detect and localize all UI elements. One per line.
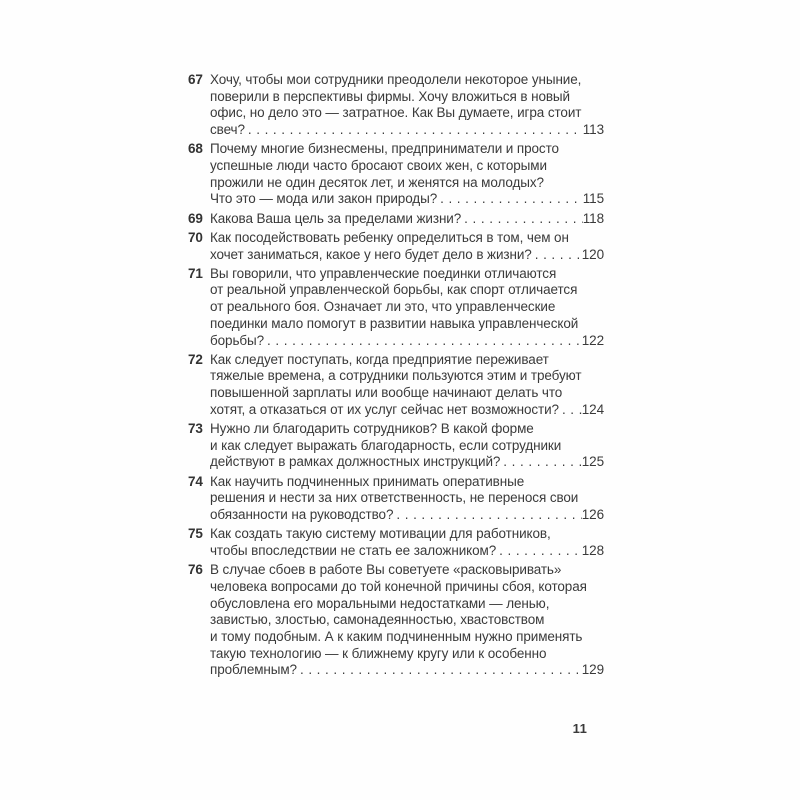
toc-line: [210, 299, 604, 316]
toc-line-text: завистью, злостью, самонадеянностью, хвастовством: [210, 612, 545, 628]
toc-line: [210, 247, 604, 264]
table-of-contents: [188, 72, 604, 682]
toc-entry-body: [210, 266, 604, 350]
toc-line: [210, 543, 604, 560]
dot-leader: [532, 247, 582, 264]
toc-entry: [188, 230, 604, 263]
toc-entry-body: [210, 526, 604, 559]
toc-line-text: и как следует выражать благодарность, если сотрудники: [210, 437, 562, 453]
toc-line-text: чтобы впоследствии не стать ее заложником?: [210, 542, 497, 558]
toc-page-ref: 113: [582, 122, 604, 138]
toc-entry: [188, 421, 604, 471]
toc-line: [210, 562, 604, 579]
toc-line-text: действуют в рамках должностных инструкций?: [210, 454, 501, 470]
toc-line: [210, 662, 604, 679]
toc-entry: [188, 141, 604, 208]
toc-line: [210, 402, 604, 419]
dot-leader: [264, 333, 582, 350]
toc-line-text: свеч?: [210, 122, 245, 138]
toc-line-text: Как создать такую систему мотивации для работников,: [210, 526, 551, 542]
toc-line-text: Как научить подчиненных принимать оперативные: [210, 473, 525, 489]
toc-entry-body: [210, 421, 604, 471]
toc-line-text: В случае сбоев в работе Вы советуете «расковыривать»: [210, 562, 562, 578]
toc-line-text: человека вопросами до той конечной причины сбоя, которая: [210, 578, 587, 594]
toc-line-text: успешные люди часто бросают своих жен, с которыми: [210, 158, 547, 174]
toc-line: [210, 211, 604, 228]
toc-line-text: Какова Ваша цель за пределами жизни?: [210, 210, 462, 226]
dot-leader: [245, 122, 583, 139]
dot-leader: [500, 454, 581, 471]
dot-leader: [559, 402, 582, 419]
toc-line: [210, 385, 604, 402]
toc-line-text: борьбы?: [210, 332, 265, 348]
toc-line: [210, 175, 604, 192]
toc-entry-number: 75: [188, 526, 203, 542]
toc-line-text: обусловлена его моральными недостатками — ленью,: [210, 595, 550, 611]
toc-page-ref: 122: [581, 332, 604, 348]
toc-line: [210, 105, 604, 122]
toc-line: [210, 89, 604, 106]
toc-line: [210, 122, 604, 139]
toc-entry: [188, 211, 604, 228]
toc-line: [210, 333, 604, 350]
toc-entry-number: 73: [188, 421, 203, 437]
toc-entry-body: [210, 141, 604, 208]
toc-line: [210, 352, 604, 369]
toc-line-text: поединки мало помогут в развитии навыка управленческой: [210, 315, 579, 331]
toc-line: [210, 158, 604, 175]
toc-line-text: обязанности на руководство?: [210, 507, 394, 523]
toc-entry: [188, 474, 604, 524]
toc-line: [210, 454, 604, 471]
toc-line: [210, 438, 604, 455]
toc-entry: [188, 72, 604, 139]
toc-line-text: такую технологию — к ближнему кругу или к особенно: [210, 645, 547, 661]
toc-line-text: Нужно ли благодарить сотрудников? В какой форме: [210, 421, 534, 437]
dot-leader: [437, 191, 583, 208]
toc-page-ref: 120: [581, 246, 604, 262]
toc-entry-body: [210, 211, 604, 228]
toc-entry: [188, 266, 604, 350]
toc-page-ref: 118: [582, 210, 604, 226]
toc-entry: [188, 526, 604, 559]
toc-line-text: Как следует поступать, когда предприятие переживает: [210, 351, 549, 367]
toc-page-ref: 129: [581, 662, 604, 678]
toc-entry-number: 69: [188, 210, 203, 226]
toc-page-ref: 124: [581, 401, 604, 417]
toc-line-text: проблемным?: [210, 662, 297, 678]
toc-line: [210, 316, 604, 333]
toc-line: [210, 141, 604, 158]
toc-line: [210, 230, 604, 247]
toc-line: [210, 526, 604, 543]
toc-line-text: Как посодействовать ребенку определиться в том, чем он: [210, 229, 569, 245]
toc-page-ref: 126: [581, 507, 604, 523]
toc-line-text: поверили в перспективы фирмы. Хочу вложиться в новый: [210, 88, 570, 104]
toc-line-text: хотят, а отказаться от их услуг сейчас нет возможности?: [210, 401, 559, 417]
toc-line-text: от реального боя. Означает ли это, что управленческие: [210, 299, 556, 315]
toc-line: [210, 579, 604, 596]
toc-entry-body: [210, 230, 604, 263]
toc-entry-number: 67: [188, 72, 203, 87]
toc-line: [210, 596, 604, 613]
toc-line: [210, 629, 604, 646]
toc-line: [210, 191, 604, 208]
toc-line: [210, 646, 604, 663]
toc-entry-number: 71: [188, 265, 203, 281]
toc-entry: [188, 352, 604, 419]
dot-leader: [297, 662, 582, 679]
toc-entry-body: [210, 352, 604, 419]
toc-page-ref: 115: [582, 191, 604, 207]
toc-line: [210, 490, 604, 507]
toc-line: [210, 507, 604, 524]
toc-line-text: от реальной управленческой борьбы, как спорт отличается: [210, 282, 578, 298]
toc-entry-number: 74: [188, 473, 203, 489]
toc-page-ref: 125: [581, 454, 604, 470]
toc-entry-body: [210, 562, 604, 679]
toc-line-text: тяжелые времена, а сотрудники пользуются этим и требуют: [210, 368, 582, 384]
toc-entry-number: 72: [188, 351, 203, 367]
page-number: 11: [572, 721, 588, 736]
toc-entry-number: 70: [188, 229, 203, 245]
toc-line-text: хочет заниматься, какое у него будет дело в жизни?: [210, 246, 532, 262]
toc-line-text: прожили не один десяток лет, и женятся на молодых?: [210, 174, 544, 190]
dot-leader: [496, 543, 582, 560]
toc-line-text: Что это — мода или закон природы?: [210, 191, 438, 207]
dot-leader: [393, 507, 581, 524]
toc-line-text: повышенной зарплаты или вообще начинают делать что: [210, 385, 563, 401]
toc-entry-body: [210, 72, 604, 139]
toc-line: [210, 368, 604, 385]
toc-line-text: Вы говорили, что управленческие поединки отличаются: [210, 265, 557, 281]
toc-line: [210, 282, 604, 299]
toc-line: [210, 421, 604, 438]
toc-line-text: Почему многие бизнесмены, предприниматели и просто: [210, 141, 559, 157]
toc-line-text: решения и нести за них ответственность, не перенося свои: [210, 490, 579, 506]
toc-entry: [188, 562, 604, 679]
toc-entry-number: 76: [188, 562, 203, 578]
dot-leader: [461, 211, 583, 228]
toc-line-text: Хочу, чтобы мои сотрудники преодолели некоторое уныние,: [210, 72, 582, 87]
toc-line: [210, 72, 604, 89]
toc-page-ref: 128: [581, 542, 604, 558]
toc-line: [210, 266, 604, 283]
toc-line-text: и тому подобным. А к каким подчиненным нужно применять: [210, 629, 583, 644]
toc-entry-body: [210, 474, 604, 524]
toc-entry-number: 68: [188, 141, 203, 157]
toc-line: [210, 474, 604, 491]
toc-line: [210, 612, 604, 629]
toc-line-text: офис, но дело это — затратное. Как Вы думаете, игра стоит: [210, 105, 582, 121]
